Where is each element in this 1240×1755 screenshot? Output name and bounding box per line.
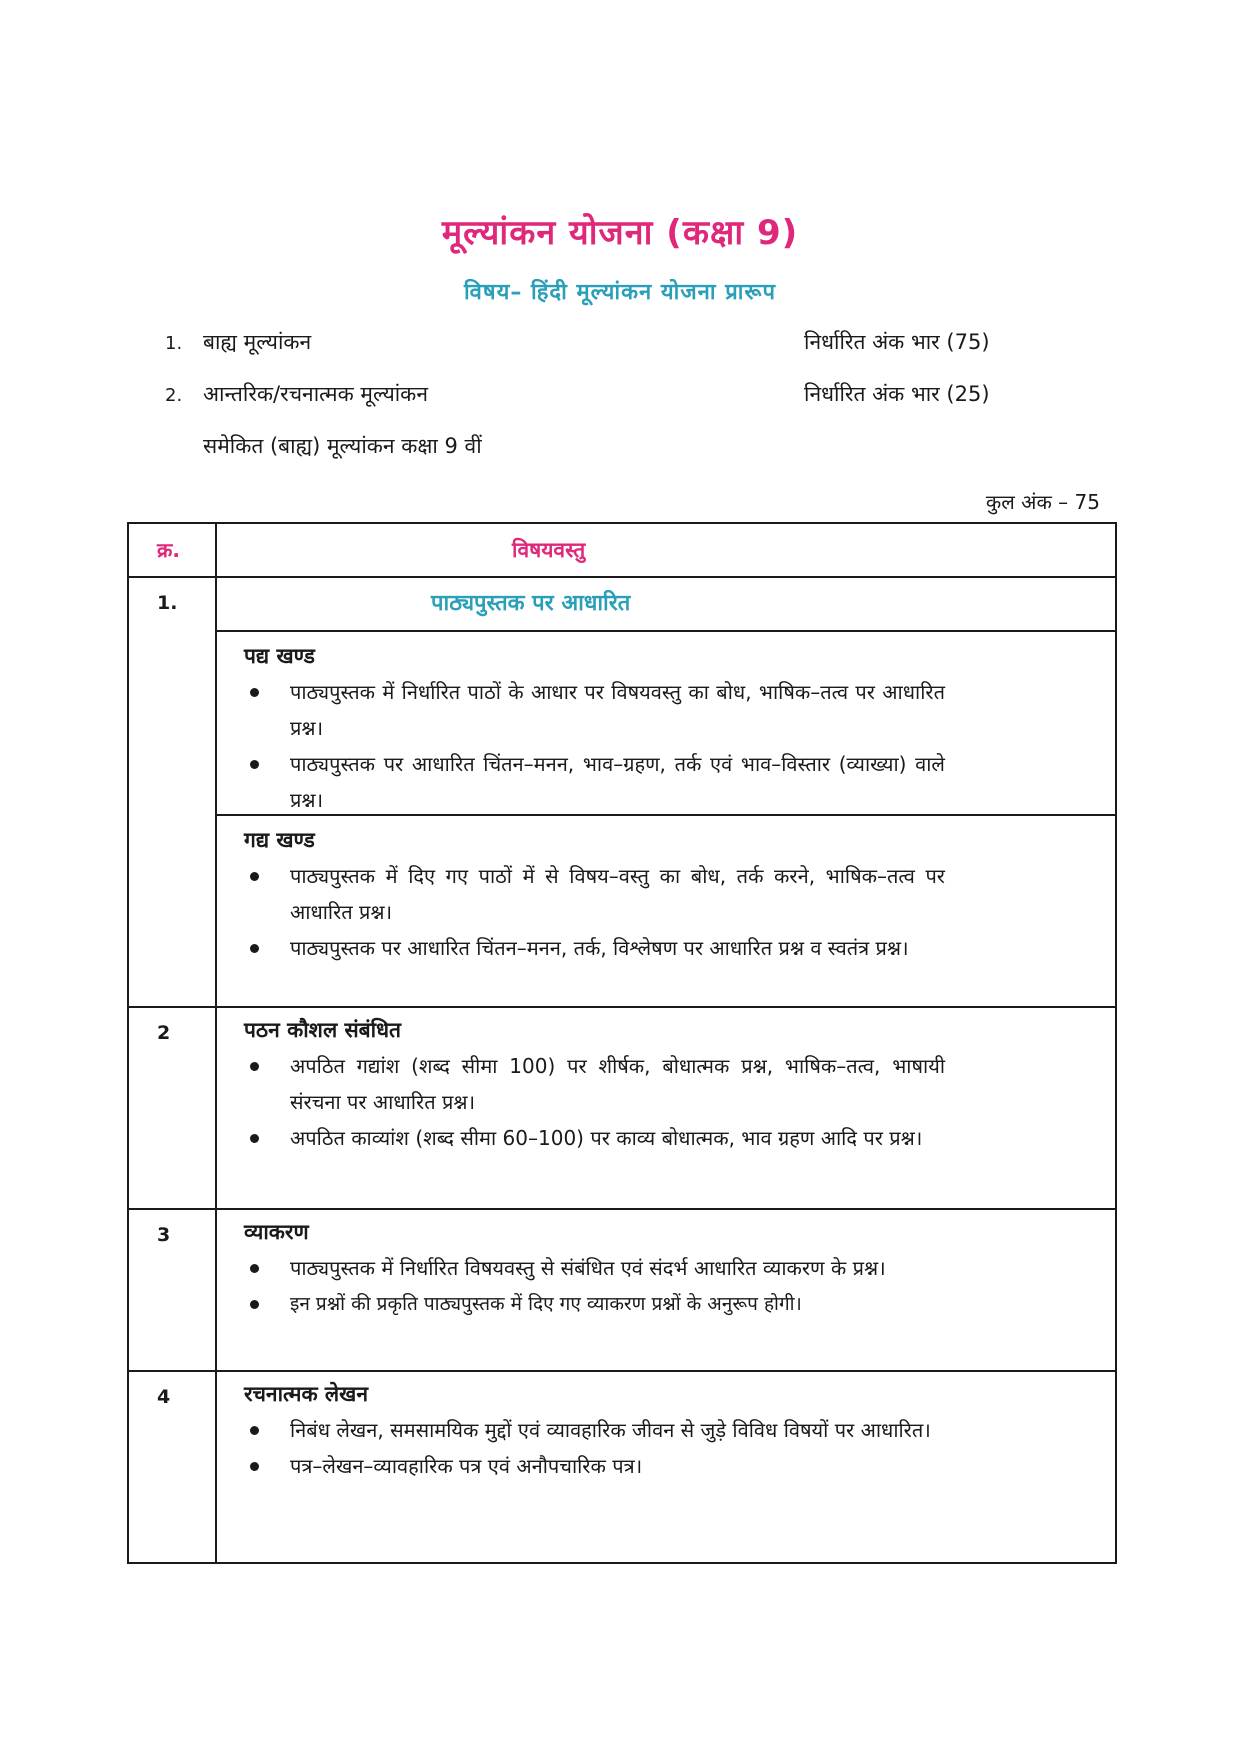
bullet-icon bbox=[250, 944, 259, 953]
row-number-cell bbox=[128, 1007, 216, 1209]
page-title: मूल्यांकन योजना (कक्षा 9) bbox=[441, 213, 799, 253]
assessment-marks-internal: निर्धारित अंक भार (25) bbox=[804, 382, 990, 406]
list-item bbox=[244, 674, 945, 746]
block-title-prose: गद्य खण्ड bbox=[244, 828, 315, 852]
content-cell bbox=[216, 1209, 1116, 1371]
list-item-text: इन प्रश्नों की प्रकृति पाठ्यपुस्तक में दिए गए व्याकरण प्रश्नों के अनुरूप होगी। bbox=[290, 1293, 802, 1315]
list-item bbox=[244, 746, 945, 818]
bullet-icon bbox=[250, 1134, 259, 1143]
list-item-text: निबंध लेखन, समसामयिक मुद्दों एवं व्यावहारिक जीवन से जुड़े विविध विषयों पर आधारित। bbox=[290, 1418, 931, 1442]
table-row bbox=[128, 631, 1116, 815]
bullet-icon bbox=[250, 1462, 259, 1471]
content-cell bbox=[216, 1007, 1116, 1209]
row-number-cell bbox=[128, 577, 216, 1007]
assessment-item-label: बाह्य मूल्यांकन bbox=[203, 330, 312, 354]
content-cell bbox=[216, 1371, 1116, 1563]
bullet-icon bbox=[250, 760, 259, 769]
column-header-number: क्र. bbox=[157, 538, 180, 562]
list-item-text: अपठित गद्यांश (शब्द सीमा 100) पर शीर्षक, बोधात्मक प्रश्न, भाषिक–तत्व, भाषायी संरचना पर आधारित प्रश्न। bbox=[290, 1054, 945, 1114]
list-item bbox=[244, 1048, 945, 1120]
table-header-row bbox=[128, 523, 1116, 577]
list-item-text: पत्र–लेखन–व्यावहारिक पत्र एवं अनौपचारिक पत्र। bbox=[290, 1454, 643, 1478]
list-item-text: पाठ्यपुस्तक में निर्धारित विषयवस्तु से संबंधित एवं संदर्भ आधारित व्याकरण के प्रश्न। bbox=[290, 1256, 886, 1280]
block-title-poetry: पद्य खण्ड bbox=[244, 644, 315, 668]
bullet-list bbox=[244, 674, 945, 818]
table-row bbox=[128, 1209, 1116, 1371]
column-header-subject: विषयवस्तु bbox=[512, 538, 586, 562]
row-number-cell bbox=[128, 1371, 216, 1563]
page-subtitle: विषय– हिंदी मूल्यांकन योजना प्रारूप bbox=[463, 280, 777, 305]
list-item-text: पाठ्यपुस्तक में निर्धारित पाठों के आधार पर विषयवस्तु का बोध, भाषिक–तत्व पर आधारित प्रश्न। bbox=[290, 680, 945, 740]
list-item bbox=[244, 1412, 945, 1448]
bullet-icon bbox=[250, 1426, 259, 1435]
bullet-icon bbox=[250, 872, 259, 881]
list-item bbox=[244, 930, 945, 966]
header-subject-cell bbox=[216, 523, 1116, 577]
list-item-text: पाठ्यपुस्तक पर आधारित चिंतन–मनन, भाव–ग्रहण, तर्क एवं भाव–विस्तार (व्याख्या) वाले प्रश्न। bbox=[290, 752, 945, 812]
section-heading: पाठ्यपुस्तक पर आधारित bbox=[431, 591, 631, 616]
assessment-marks-external: निर्धारित अंक भार (75) bbox=[804, 330, 990, 354]
assessment-item-internal bbox=[165, 380, 428, 408]
row-number: 2 bbox=[157, 1022, 171, 1044]
assessment-item-number: 2. bbox=[165, 385, 183, 406]
bullet-list bbox=[244, 1048, 945, 1156]
bullet-icon bbox=[250, 1264, 259, 1273]
assessment-item-external bbox=[165, 328, 311, 356]
table-row bbox=[128, 1007, 1116, 1209]
assessment-item-number: 1. bbox=[165, 333, 183, 354]
list-item bbox=[244, 858, 945, 930]
bullet-icon bbox=[250, 688, 259, 697]
syllabus-table bbox=[127, 522, 1117, 1564]
block-title-grammar: व्याकरण bbox=[244, 1220, 309, 1244]
assessment-item-label: आन्तरिक/रचनात्मक मूल्यांकन bbox=[203, 382, 428, 406]
content-cell bbox=[216, 815, 1116, 1007]
content-cell bbox=[216, 631, 1116, 815]
bullet-list bbox=[244, 1250, 965, 1322]
row-number: 3 bbox=[157, 1224, 171, 1246]
bullet-icon bbox=[250, 1300, 259, 1309]
block-title-creative-writing: रचनात्मक लेखन bbox=[244, 1382, 368, 1406]
table-row bbox=[128, 577, 1116, 631]
list-item bbox=[244, 1286, 965, 1322]
section-heading-cell bbox=[216, 577, 1116, 631]
header-number-cell bbox=[128, 523, 216, 577]
integrated-assessment-note: समेकित (बाह्य) मूल्यांकन कक्षा 9 वीं bbox=[203, 434, 482, 458]
list-item-text: पाठ्यपुस्तक पर आधारित चिंतन–मनन, तर्क, विश्लेषण पर आधारित प्रश्न व स्वतंत्र प्रश्न। bbox=[290, 936, 909, 960]
block-title-reading-skills: पठन कौशल संबंधित bbox=[244, 1018, 402, 1042]
bullet-list bbox=[244, 858, 945, 966]
table-row bbox=[128, 1371, 1116, 1563]
list-item bbox=[244, 1448, 945, 1484]
row-number: 1. bbox=[157, 592, 178, 614]
total-marks: कुल अंक – 75 bbox=[985, 490, 1100, 514]
list-item-text: पाठ्यपुस्तक में दिए गए पाठों में से विषय–वस्तु का बोध, तर्क करने, भाषिक–तत्व पर आधारित प्रश्न। bbox=[290, 864, 945, 924]
list-item-text: अपठित काव्यांश (शब्द सीमा 60–100) पर काव्य बोधात्मक, भाव ग्रहण आदि पर प्रश्न। bbox=[290, 1126, 923, 1150]
bullet-list bbox=[244, 1412, 945, 1484]
list-item bbox=[244, 1250, 965, 1286]
row-number: 4 bbox=[157, 1386, 171, 1408]
list-item bbox=[244, 1120, 945, 1156]
bullet-icon bbox=[250, 1062, 259, 1071]
row-number-cell bbox=[128, 1209, 216, 1371]
table-row bbox=[128, 815, 1116, 1007]
